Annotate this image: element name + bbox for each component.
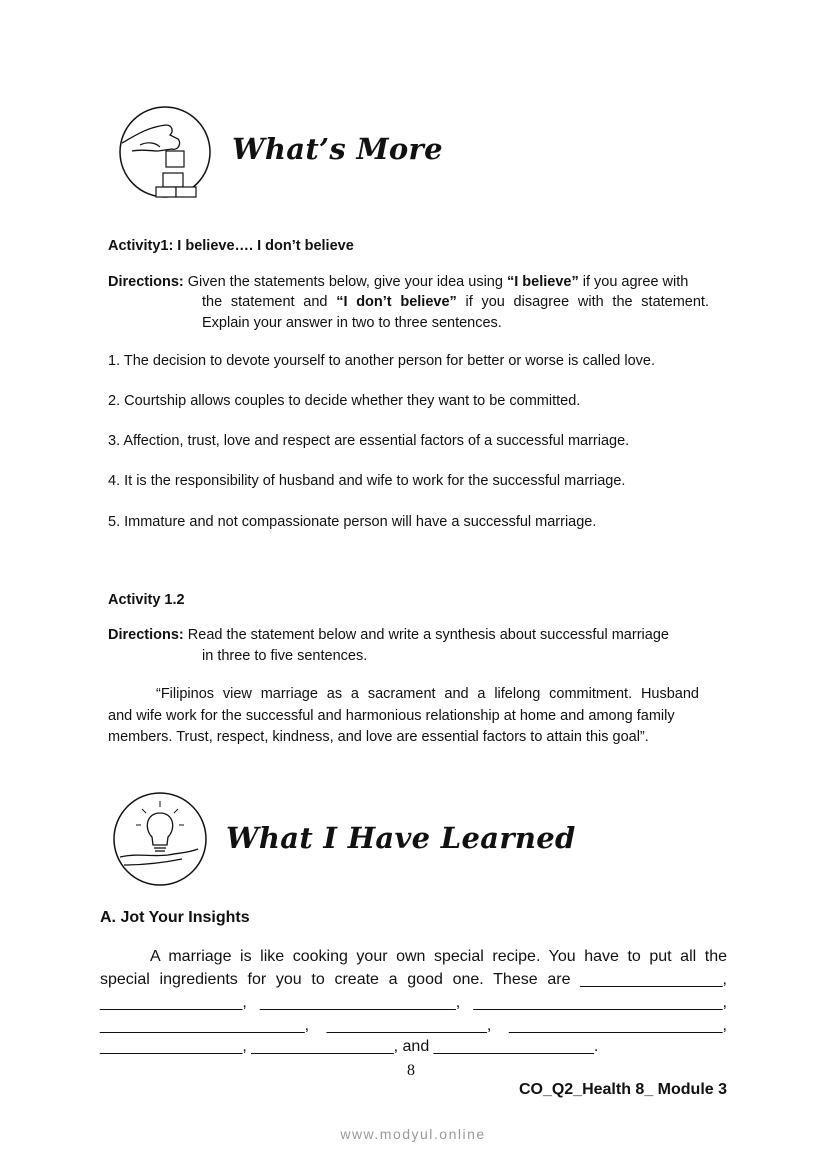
hand-stacking-blocks-icon (118, 105, 212, 199)
watermark: www.modyul.online (340, 1126, 486, 1142)
directions-text: if you agree with (578, 274, 689, 290)
directions-text: the statement and (202, 294, 337, 310)
quote-line: “Filipinos view marriage as a sacrament and a lifelong commitment. Husband (156, 686, 699, 702)
activity2-directions-line-1 (108, 627, 669, 643)
insight-paragraph-line: _______________________, __________________, ________________________, (100, 1017, 727, 1034)
directions-text: Read the statement below and write a synthesis about successful marriage (183, 627, 669, 643)
directions-label: Directions: (108, 627, 184, 643)
activity1-directions-line-1: Directions: Given the statements below, give your idea using “I believe” if you agree with (108, 274, 689, 290)
statement-item: 5. Immature and not compassionate person will have a successful marriage. (108, 514, 597, 530)
module-label: CO_Q2_Health 8_ Module 3 (518, 1081, 727, 1098)
quote-line: and wife work for the successful and harmonious relationship at home and among family (108, 708, 675, 724)
activity1-heading: Activity1: I believe…. I don’t believe (108, 238, 354, 254)
insight-paragraph-line: A marriage is like cooking your own special recipe. You have to put all the (150, 948, 727, 965)
directions-text: if you disagree with the statement. (456, 294, 709, 310)
jot-insights-heading: A. Jot Your Insights (100, 909, 250, 926)
directions-text: Given the statements below, give your idea using (183, 274, 507, 290)
statement-item: 4. It is the responsibility of husband and wife to work for the successful marriage. (108, 473, 626, 489)
statement-item: 2. Courtship allows couples to decide whether they want to be committed. (108, 393, 581, 409)
activity1-directions-line-3: Explain your answer in two to three sentences. (202, 315, 502, 331)
directions-emphasis: I believe (514, 274, 572, 290)
insight-paragraph-line: ________________, ______________________, ____________________________, (100, 994, 727, 1011)
lightbulb-in-hand-icon (112, 791, 208, 887)
section-title-what-i-have-learned: What I Have Learned (226, 821, 576, 855)
statement-item: 3. Affection, trust, love and respect are essential factors of a successful marriage. (108, 433, 630, 449)
section-title-whats-more: What’s More (232, 132, 443, 166)
directions-label: Directions: (108, 274, 184, 290)
statement-item: 1. The decision to devote yourself to another person for better or worse is called love. (108, 353, 656, 369)
insight-paragraph-line: special ingredients for you to create a good one. These are ________________, (100, 971, 727, 988)
directions-emphasis: “I don’t believe” (336, 294, 457, 310)
insight-paragraph-line: ________________, ________________, and __________________. (100, 1038, 599, 1055)
activity1-directions-line-2 (202, 294, 709, 310)
activity2-directions-line-2: in three to five sentences. (202, 648, 368, 664)
quote-line: members. Trust, respect, kindness, and love are essential factors to attain this goal”. (108, 729, 649, 745)
page-number: 8 (407, 1062, 415, 1079)
activity2-heading: Activity 1.2 (108, 592, 185, 608)
